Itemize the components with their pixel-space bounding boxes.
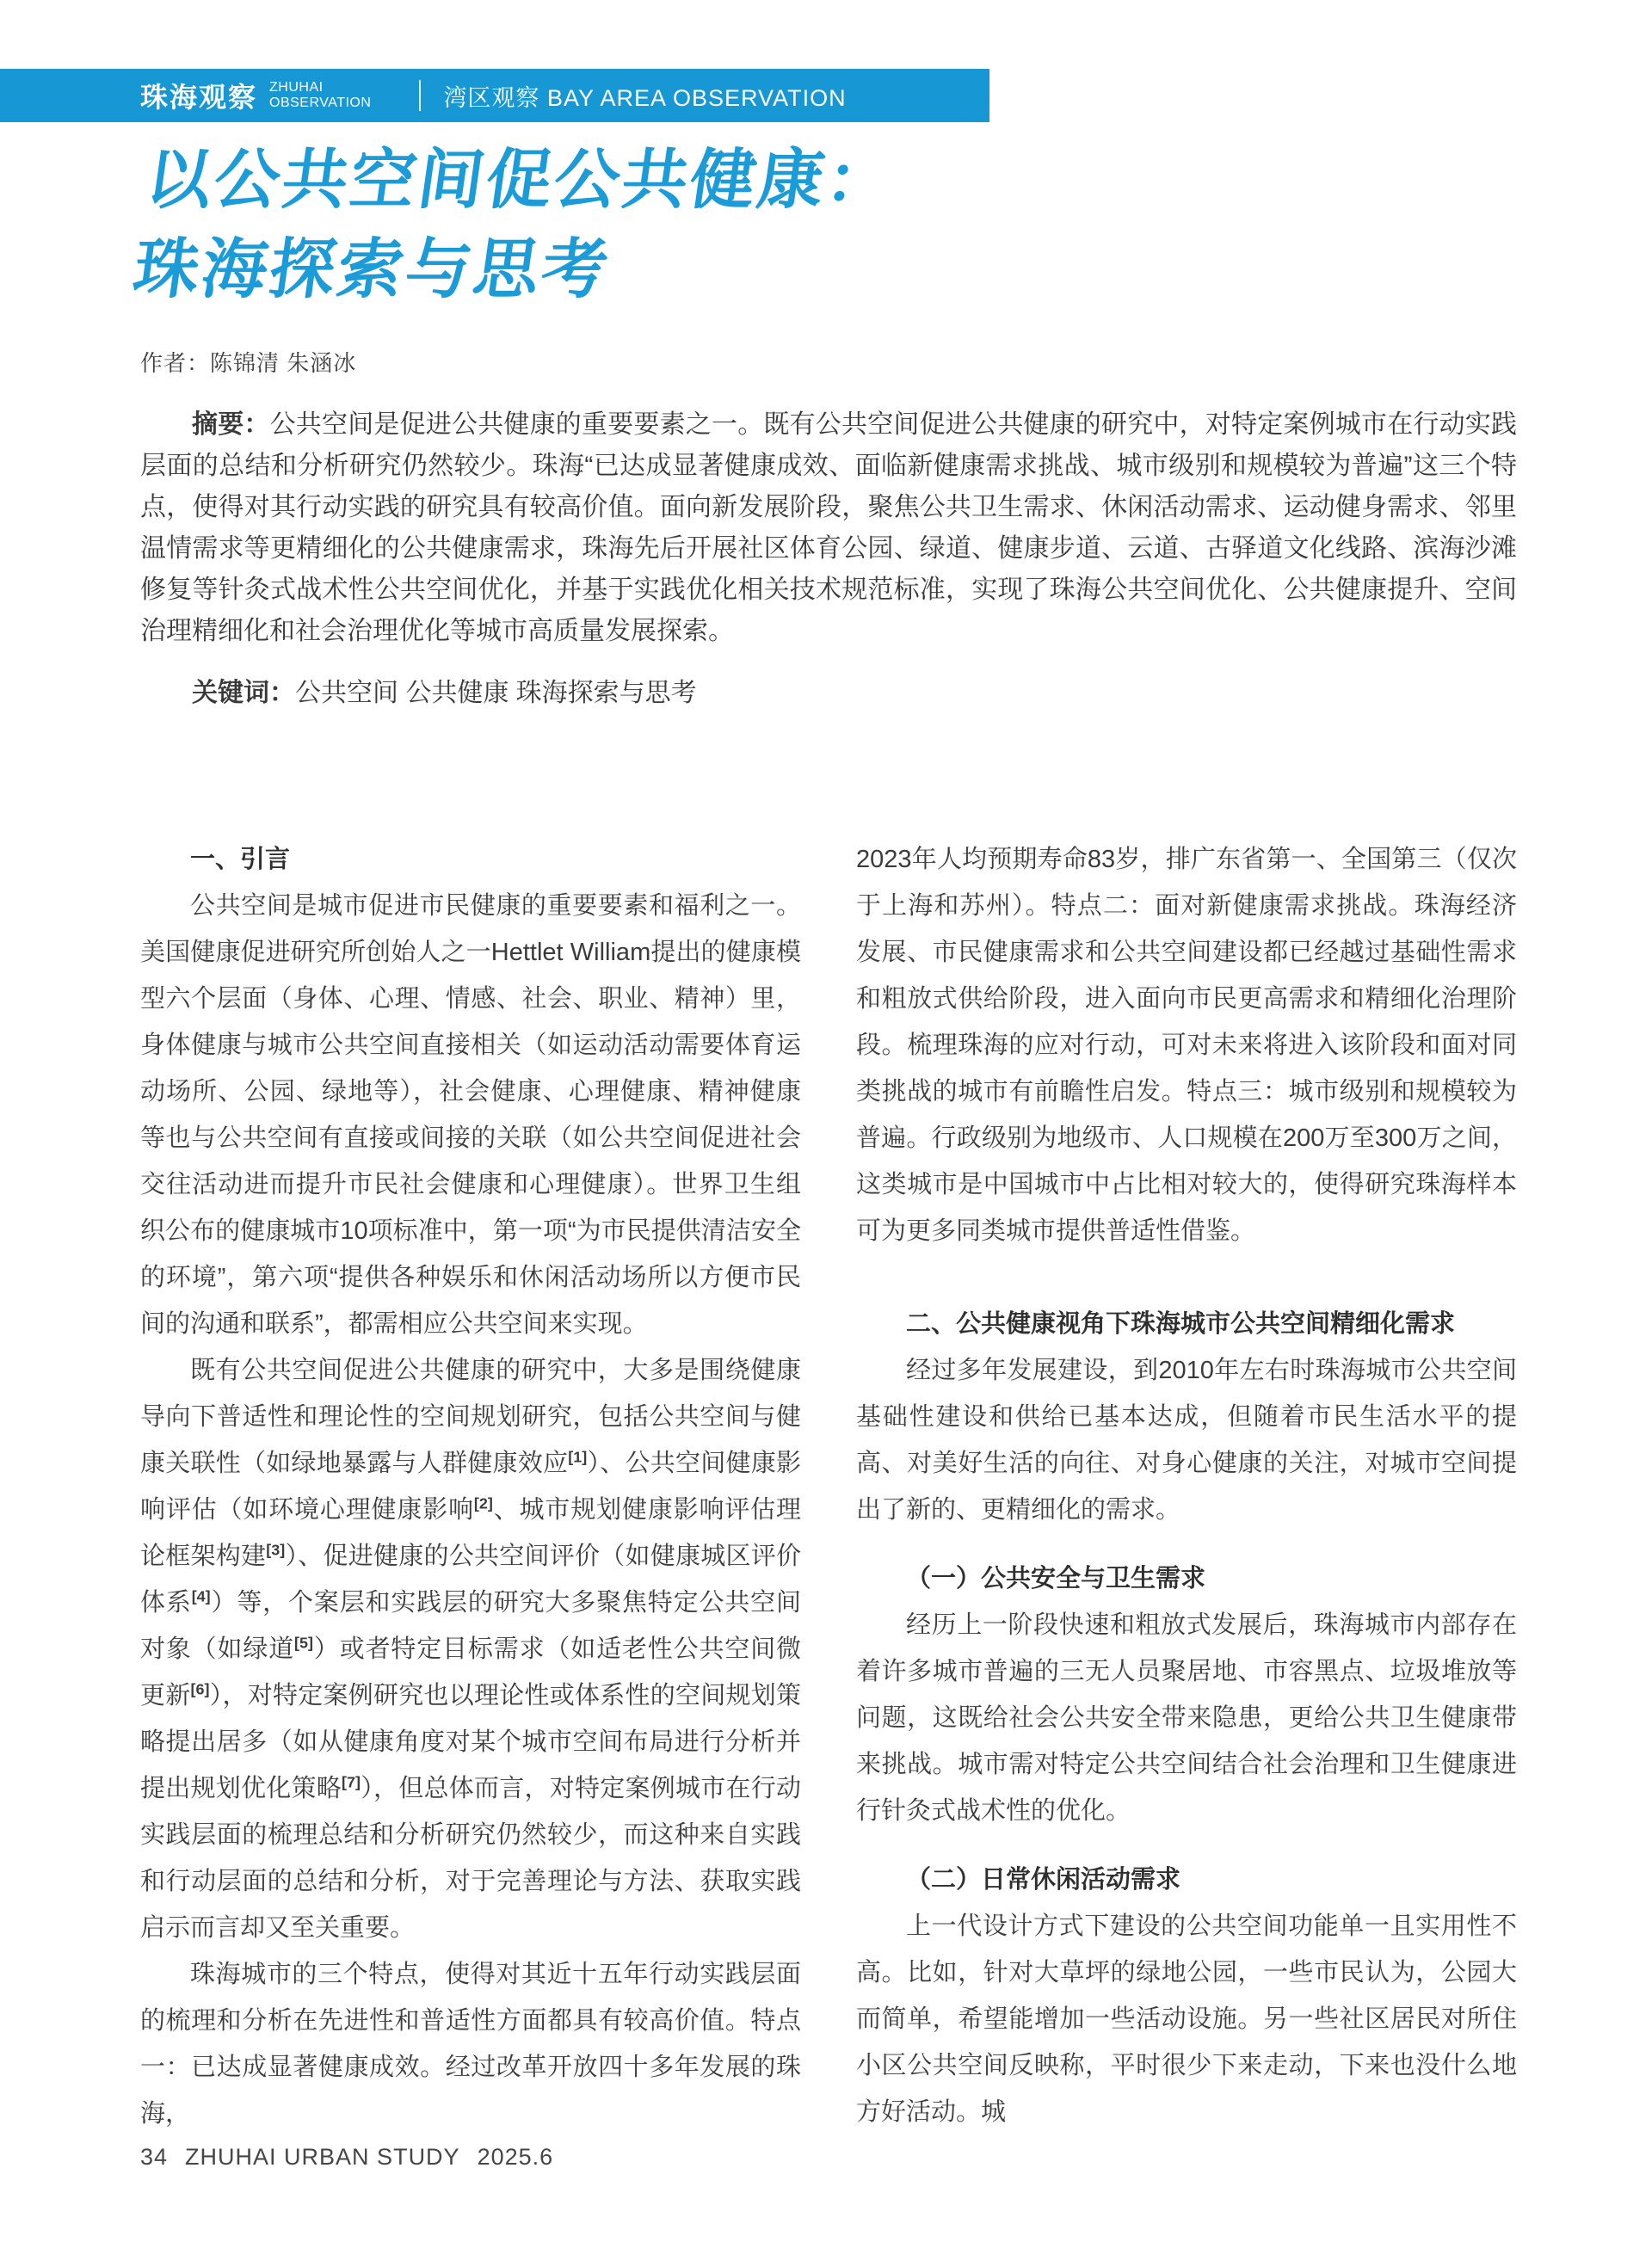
page-footer <box>140 2144 553 2171</box>
paragraph: 2023年人均预期寿命83岁，排广东省第一、全国第三（仅次于上海和苏州）。特点二：面对新健康需求挑战。珠海经济发展、市民健康需求和公共空间建设都已经越过基础性需求和粗放式供给阶段，进入面向市民更高需求和精细化治理阶段。梳理珠海的应对行动，可对未来将进入该阶段和面对同类挑战的城市有前瞻性启发。特点三：城市级别和规模较为普遍。行政级别为地级市、人口规模在200万至300万之间，这类城市是中国城市中占比相对较大的，使得研究珠海样本可为更多同类城市提供普适性借鉴。 <box>856 846 1517 1245</box>
keywords-label: 关键词： <box>192 679 295 707</box>
abstract-label: 摘要： <box>192 410 270 439</box>
paragraph: 公共空间是城市促进市民健康的重要要素和福利之一。美国健康促进研究所创始人之一Hettlet William提出的健康模型六个层面（身体、心理、情感、社会、职业、精神）里，身体健康与城市公共空间直接相关（如运动活动需要体育运动场所、公园、绿地等），社会健康、心理健康、精神健康等也与公共空间有直接或间接的关联（如公共空间促进社会交往活动进而提升市民社会健康和心理健康）。世界卫生组织公布的健康城市10项标准中，第一项“为市民提供清洁安全的环境”，第六项“提供各种娱乐和休闲活动场所以方便市民间的沟通和联系”，都需相应公共空间来实现。 <box>140 892 801 1338</box>
journal-name: ZHUHAI URBAN STUDY <box>185 2144 460 2170</box>
page-number: 34 <box>140 2144 169 2170</box>
article-body <box>140 836 1517 2137</box>
paragraph: 珠海城市的三个特点，使得对其近十五年行动实践层面的梳理和分析在先进性和普适性方面都具有较高价值。特点一：已达成显著健康成效。经过改革开放四十多年发展的珠海， <box>140 1961 801 2128</box>
section-heading-introduction: 一、引言 <box>190 846 291 873</box>
article-title <box>127 136 900 315</box>
section-name: 湾区观察 BAY AREA OBSERVATION <box>443 84 847 111</box>
article-title-line1: 以公共空间促公共健康： <box>141 144 900 217</box>
page-header-band <box>0 69 989 122</box>
paragraph: 经过多年发展建设，到2010年左右时珠海城市公共空间基础性建设和供给已基本达成，但随着市民生活水平的提高、对美好生活的向往、对身心健康的关注，对城市空间提出了新的、更精细化的需求。 <box>856 1357 1517 1524</box>
header-divider <box>419 80 421 111</box>
subsection-heading-safety-hygiene: （一）公共安全与卫生需求 <box>906 1565 1206 1592</box>
paragraph: 经历上一阶段快速和粗放式发展后，珠海城市内部存在着许多城市普遍的三无人员聚居地、市容黑点、垃圾堆放等问题，这既给社会公共安全带来隐患，更给公共卫生健康带来挑战。城市需对特定公共空间结合社会治理和卫生健康进行针灸式战术性的优化。 <box>856 1611 1517 1825</box>
keywords <box>140 673 1517 714</box>
paragraph: 上一代设计方式下建设的公共空间功能单一且实用性不高。比如，针对大草坪的绿地公园，一些市民认为，公园大而简单，希望能增加一些活动设施。另一些社区居民对所住小区公共空间反映称，平时很少下来走动，下来也没什么地方好活动。城 <box>856 1912 1517 2126</box>
right-column <box>856 836 1517 2137</box>
article-title-line2: 珠海探索与思考 <box>128 233 615 306</box>
brand-name-en <box>269 80 371 111</box>
section-heading-needs: 二、公共健康视角下珠海城市公共空间精细化需求 <box>906 1310 1456 1338</box>
brand-name-cn: 珠海观察 <box>140 82 258 113</box>
brand-en-line2: OBSERVATION <box>269 95 372 110</box>
subsection-heading-leisure: （二）日常休闲活动需求 <box>906 1866 1181 1894</box>
author-line: 作者：陈锦清 朱涵冰 <box>140 350 357 376</box>
brand-en-line1: ZHUHAI <box>269 80 324 95</box>
abstract <box>140 404 1517 652</box>
keywords-text: 公共空间 公共健康 珠海探索与思考 <box>295 679 697 707</box>
issue-number: 2025.6 <box>477 2144 554 2170</box>
left-column <box>140 836 801 2137</box>
abstract-text: 公共空间是促进公共健康的重要要素之一。既有公共空间促进公共健康的研究中，对特定案例城市在行动实践层面的总结和分析研究仍然较少。珠海“已达成显著健康成效、面临新健康需求挑战、城市级别和规模较为普遍”这三个特点，使得对其行动实践的研究具有较高价值。面向新发展阶段，聚焦公共卫生需求、休闲活动需求、运动健身需求、邻里温情需求等更精细化的公共健康需求，珠海先后开展社区体育公园、绿道、健康步道、云道、古驿道文化线路、滨海沙滩修复等针灸式战术性公共空间优化，并基于实践优化相关技术规范标准，实现了珠海公共空间优化、公共健康提升、空间治理精细化和社会治理优化等城市高质量发展探索。 <box>140 410 1518 645</box>
paragraph: 既有公共空间促进公共健康的研究中，大多是围绕健康导向下普适性和理论性的空间规划研究，包括公共空间与健康关联性（如绿地暴露与人群健康效应[1]）、公共空间健康影响评估（如环境心理健康影响[2]、城市规划健康影响评估理论框架构建[3]）、促进健康的公共空间评价（如健康城区评价体系[4]）等，个案层和实践层的研究大多聚焦特定公共空间对象（如绿道[5]）或者特定目标需求（如适老性公共空间微更新[6]），对特定案例研究也以理论性或体系性的空间规划策略提出居多（如从健康角度对某个城市空间布局进行分析并提出规划优化策略[7]），但总体而言，对特定案例城市在行动实践层面的梳理总结和分析研究仍然较少，而这种来自实践和行动层面的总结和分析，对于完善理论与方法、获取实践启示而言却又至关重要。 <box>140 1357 801 1942</box>
